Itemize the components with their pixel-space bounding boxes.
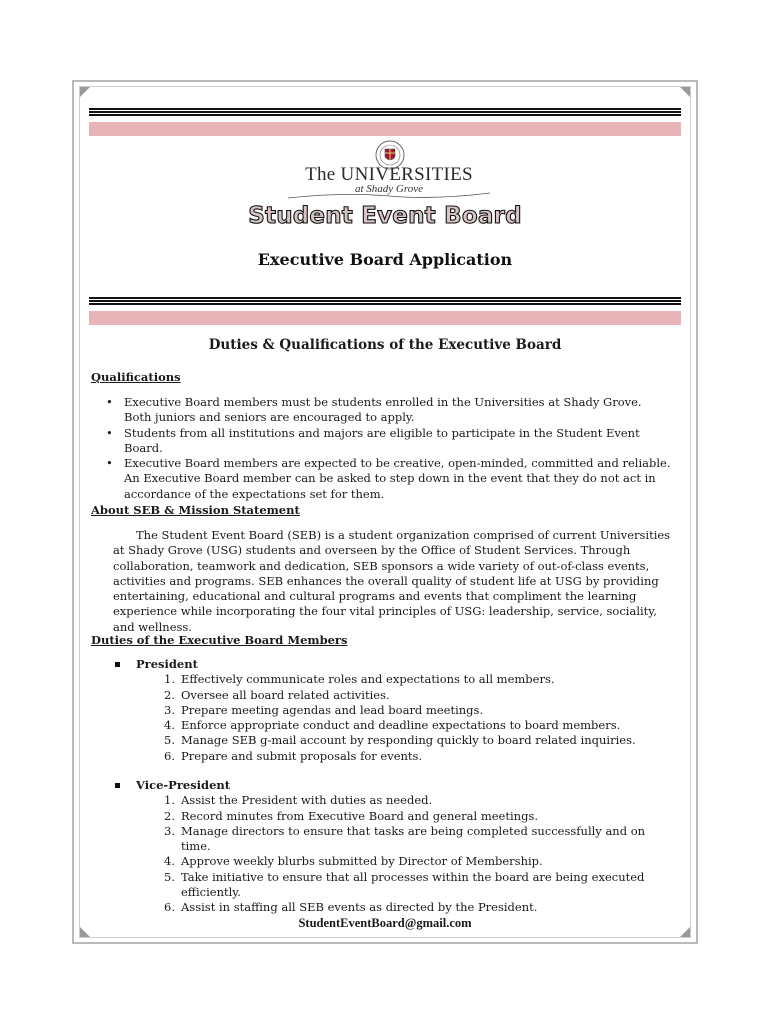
- qualifications-list: [104, 395, 672, 502]
- list-item: 2. Oversee all board related activities.: [164, 687, 390, 702]
- duty-text: Oversee all board related activities.: [181, 687, 390, 702]
- duty-text: Enforce appropriate conduct and deadline expectations to board members.: [181, 718, 621, 733]
- duty-text: Manage SEB g-mail account by responding quickly to board related inquiries.: [181, 733, 636, 748]
- page-title: Student Event Board: [248, 203, 522, 229]
- qualifications-heading: Qualifications: [91, 370, 181, 384]
- role-name: President: [136, 657, 198, 671]
- list-item: 4. Enforce appropriate conduct and deadline expectations to board members.: [164, 718, 621, 733]
- header-band-top: [89, 108, 681, 136]
- role-president: [115, 657, 675, 764]
- square-bullet-icon: [115, 783, 120, 788]
- list-item: 3. Manage directors to ensure that tasks are being completed successfully and on time.: [164, 823, 646, 854]
- footer-email[interactable]: StudentEventBoard@gmail.com: [298, 916, 472, 930]
- duties-heading: Duties of the Executive Board Members: [91, 633, 348, 647]
- role-vice-president: [115, 778, 675, 916]
- list-item: [104, 456, 672, 502]
- list-item: 1. Effectively communicate roles and expectations to all members.: [164, 672, 555, 687]
- list-item: 6. Prepare and submit proposals for events.: [164, 748, 423, 763]
- list-item: 2. Record minutes from Executive Board and general meetings.: [164, 808, 538, 823]
- mission-text: The Student Event Board (SEB) is a student organization comprised of current Universities at Shady Grove (USG) students and overseen by the Office of Student Services. Through collaboration, teamwork and dedication, SEB sponsors a wide variety of out-of-class events, activities and programs. SEB enhances the overall quality of student life at USG by providing entertaining, educational and cultural programs and events that compliment the learning experience while incorporating the four vital principles of USG: leadership, service, sociality, and wellness.: [113, 528, 671, 634]
- list-item: [104, 426, 672, 457]
- qualification-text: Executive Board members are expected to be creative, open-minded, committed and reliable. An Executive Board member can be asked to step down in the event that they do not act in accordance of the expectations set for them.: [124, 456, 671, 501]
- logo-subtitle: at Shady Grove: [354, 183, 424, 195]
- header-band-bottom: [89, 297, 681, 325]
- list-item: 4. Approve weekly blurbs submitted by Director of Membership.: [164, 854, 543, 869]
- qualification-text: Executive Board members must be students enrolled in the Universities at Shady Grove. Both juniors and seniors are encouraged to apply.: [124, 395, 642, 425]
- bullet-icon: •: [106, 395, 113, 409]
- list-item: 5. Manage SEB g-mail account by responding quickly to board related inquiries.: [164, 733, 636, 748]
- mission-heading: About SEB & Mission Statement: [91, 503, 300, 517]
- logo-name: The UNIVERSITIES: [305, 164, 473, 185]
- duty-text: Effectively communicate roles and expectations to all members.: [181, 672, 555, 687]
- duty-text: Manage directors to ensure that tasks are being completed successfully and on time.: [181, 823, 646, 854]
- duty-text: Assist the President with duties as needed.: [181, 793, 433, 808]
- list-item: [104, 395, 672, 426]
- list-item: 3. Prepare meeting agendas and lead board meetings.: [164, 702, 484, 717]
- universities-logo: [284, 140, 494, 200]
- page-subtitle: Executive Board Application: [257, 250, 513, 269]
- list-item: 6. Assist in staffing all SEB events as directed by the President.: [164, 900, 538, 915]
- corner-ornament: [80, 87, 90, 97]
- duty-text: Take initiative to ensure that all processes within the board are being executed efficiently.: [181, 869, 645, 900]
- duty-text: Approve weekly blurbs submitted by Director of Membership.: [181, 854, 543, 869]
- duty-text: Prepare meeting agendas and lead board meetings.: [181, 702, 484, 717]
- duty-text: Prepare and submit proposals for events.: [181, 748, 423, 763]
- section-title: Duties & Qualifications of the Executive Board: [208, 337, 562, 353]
- list-item: 5. Take initiative to ensure that all processes within the board are being executed efficiently.: [164, 869, 645, 900]
- corner-ornament: [680, 87, 690, 97]
- bullet-icon: •: [106, 456, 113, 471]
- duty-text: Assist in staffing all SEB events as directed by the President.: [181, 900, 538, 915]
- duty-text: Record minutes from Executive Board and general meetings.: [181, 808, 538, 823]
- qualification-text: Students from all institutions and majors are eligible to participate in the Student Event Board.: [124, 425, 640, 455]
- role-name: Vice-President: [136, 778, 231, 792]
- bullet-icon: •: [106, 425, 113, 440]
- list-item: 1. Assist the President with duties as needed.: [164, 793, 433, 808]
- square-bullet-icon: [115, 662, 120, 667]
- corner-ornament: [680, 927, 690, 937]
- logo-swoosh: [284, 190, 494, 202]
